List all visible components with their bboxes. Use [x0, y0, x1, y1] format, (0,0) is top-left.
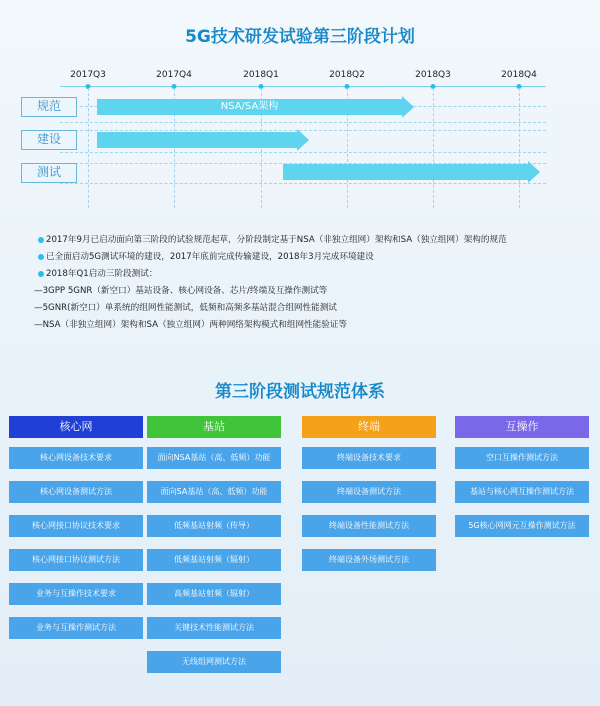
- column-header-interoperability: 互操作: [455, 416, 589, 438]
- spec-item: 核心网设备技术要求: [9, 447, 143, 469]
- column-header-core-network: 核心网: [9, 416, 143, 438]
- row-label-spec: 规范: [21, 97, 77, 117]
- column-core-network: [9, 416, 143, 651]
- grid-line: [60, 122, 546, 123]
- note-subitem: [34, 317, 598, 334]
- quarter-label: 2018Q1: [243, 70, 279, 80]
- note-bullet: [38, 266, 598, 283]
- spec-item: 面向SA基站（高、低频）功能: [147, 481, 281, 503]
- grid-line: [60, 152, 546, 153]
- quarter-label: 2018Q2: [329, 70, 365, 80]
- spec-item: 核心网接口协议测试方法: [9, 549, 143, 571]
- quarter-label: 2018Q4: [501, 70, 537, 80]
- spec-item: 基站与核心网互操作测试方法: [455, 481, 589, 503]
- column-header-base-station: 基站: [147, 416, 281, 438]
- spec-system-title: 第三阶段测试规范体系: [215, 382, 385, 402]
- spec-item: 终端设备外场测试方法: [302, 549, 436, 571]
- note-text: —NSA（非独立组网）架构和SA（独立组网）两种网络架构模式和组网性能验证等: [34, 320, 348, 330]
- spec-item: 终端设备测试方法: [302, 481, 436, 503]
- note-text: 2017年9月已启动面向第三阶段的试验规范起草，分阶段制定基于NSA（非独立组网）架构和SA（独立组网）架构的规范: [46, 235, 507, 245]
- spec-item: 核心网接口协议技术要求: [9, 515, 143, 537]
- note-subitem: [34, 300, 598, 317]
- timeline-axis: [60, 86, 546, 87]
- bar-test: [283, 164, 528, 180]
- note-subitem: [34, 283, 598, 300]
- row-label-build: 建设: [21, 130, 77, 150]
- column-base-station: [147, 416, 281, 685]
- spec-item: 终端设备性能测试方法: [302, 515, 436, 537]
- bullet-dot-icon: [38, 271, 44, 277]
- quarter-label: 2018Q3: [415, 70, 451, 80]
- quarter-label: 2017Q4: [156, 70, 192, 80]
- spec-item: 业务与互操作测试方法: [9, 617, 143, 639]
- quarter-label: 2017Q3: [70, 70, 106, 80]
- spec-item: 无线组网测试方法: [147, 651, 281, 673]
- column-header-terminal: 终端: [302, 416, 436, 438]
- grid-line: [60, 183, 546, 184]
- note-text: 已全面启动5G测试环境的建设，2017年底前完成传输建设，2018年3月完成环境建设: [46, 252, 374, 262]
- spec-item: 面向NSA基站（高、低频）功能: [147, 447, 281, 469]
- spec-item: 5G核心网网元互操作测试方法: [455, 515, 589, 537]
- bar-build: [97, 132, 297, 148]
- plan-title: 5G技术研发试验第三阶段计划: [185, 27, 415, 47]
- note-bullet: [38, 232, 598, 249]
- spec-item: 空口互操作测试方法: [455, 447, 589, 469]
- bullet-dot-icon: [38, 254, 44, 260]
- bar-spec-text: NSA/SA架构: [220, 101, 279, 112]
- note-text: —5GNR(新空口）单系统的组网性能测试，低频和高频多基站混合组网性能测试: [34, 303, 337, 313]
- note-bullet: [38, 249, 598, 266]
- timeline: [0, 60, 600, 200]
- row-label-test: 测试: [21, 163, 77, 183]
- spec-item: 关键技术性能测试方法: [147, 617, 281, 639]
- spec-item: 低频基站射频（传导）: [147, 515, 281, 537]
- column-interoperability: [455, 416, 589, 549]
- note-text: 2018年Q1启动三阶段测试：: [46, 269, 158, 279]
- bullet-dot-icon: [38, 237, 44, 243]
- spec-item: 核心网设备测试方法: [9, 481, 143, 503]
- plan-notes: [34, 232, 598, 334]
- note-text: —3GPP 5GNR（新空口）基站设备、核心网设备、芯片/终端及互操作测试等: [34, 286, 328, 296]
- spec-item: 业务与互操作技术要求: [9, 583, 143, 605]
- column-terminal: [302, 416, 436, 583]
- bar-spec: [97, 99, 402, 115]
- spec-item: 高频基站射频（辐射）: [147, 583, 281, 605]
- spec-item: 终端设备技术要求: [302, 447, 436, 469]
- spec-item: 低频基站射频（辐射）: [147, 549, 281, 571]
